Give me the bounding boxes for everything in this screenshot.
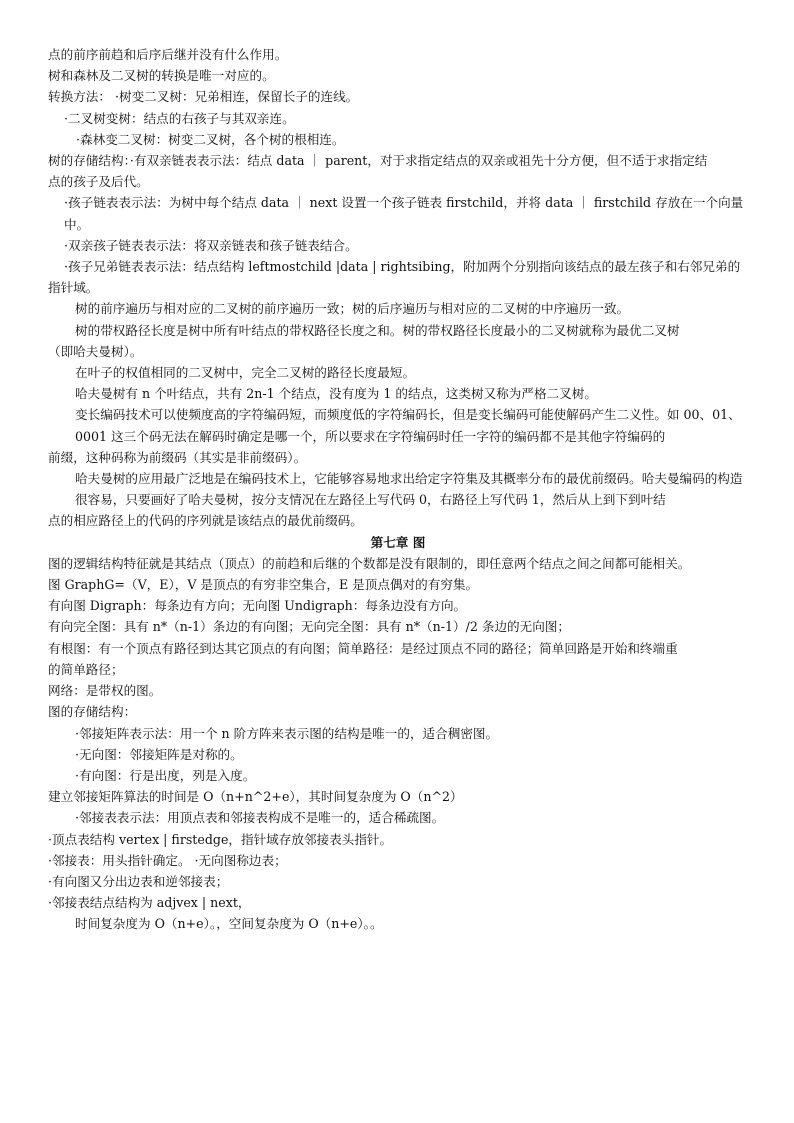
chapter-heading: 第七章 图 (370, 534, 426, 550)
text-line: 点的相应路径上的代码的序列就是该结点的最优前缀码。 (48, 513, 363, 529)
text-line: （即哈夫曼树）。 (48, 343, 143, 359)
text-line: ·孩子链表表示法：为树中每个结点 data ｜ next 设置一个孩子链表 firstchild，并将 data ｜ firstchild 存放在一个向量中。 (64, 195, 744, 232)
text-line: 前缀，这种码称为前缀码（其实是非前缀码）。 (48, 449, 307, 465)
text-line: ·二叉树变树：结点的右孩子与其双亲连。 (64, 110, 295, 126)
text-line: 建立邻接矩阵算法的时间是 O（n+n^2+e），其时间复杂度为 O（n^2） (48, 789, 463, 805)
text-line: 转换方法： ·树变二叉树：兄弟相连，保留长子的连线。 (48, 89, 359, 105)
text-line: ·孩子兄弟链表表示法：结点结构 leftmostchild |data | rightsibing，附加两个分别指向该结点的最左孩子和右邻兄弟的 (64, 259, 741, 275)
text-line: 点的前序前趋和后序后继并没有什么作用。 (48, 47, 288, 62)
text-line: 的简单路径； (48, 661, 124, 677)
text-line: 树的带权路径长度是树中所有叶结点的带权路径长度之和。树的带权路径长度最小的二叉树就称为最优二叉树 (75, 322, 680, 338)
text-line: 树的存储结构：·有双亲链表表示法：结点 data ｜ parent，对于求指定结点的双亲或祖先十分方便，但不适于求指定结 (48, 153, 708, 169)
text-line: ·有向图：行是出度，列是入度。 (75, 767, 256, 783)
text-line: 哈夫曼树有 n 个叶结点，共有 2n-1 个结点，没有度为 1 的结点，这类树又称为严格二叉树。 (75, 386, 597, 402)
text-line: ·邻接表结点结构为 adjvex | next， (48, 895, 251, 911)
text-line: ·邻接表：用头指针确定。 ·无向图称边表； (48, 852, 287, 868)
text-line: 图 GraphG=（V，E），V 是顶点的有穷非空集合，E 是顶点偶对的有穷集。 (48, 577, 479, 593)
text-line: 变长编码技术可以使频度高的字符编码短，而频度低的字符编码长，但是变长编码可能使解码产生二义性。如 00、01、0001 这三个码无法在解码时确定是哪一个，所以要求在字符编码时任一字符的编码都不是其他字符编码的 (75, 407, 741, 444)
text-line: 树和森林及二叉树的转换是唯一对应的。 (48, 68, 275, 84)
text-line: ·邻接表表示法：用顶点表和邻接表构成不是唯一的，适合稀疏图。 (75, 810, 445, 826)
document-page (48, 44, 748, 935)
text-line: ·有向图又分出边表和逆邻接表； (48, 873, 229, 889)
text-line: 树的前序遍历与相对应的二叉树的前序遍历一致；树的后序遍历与相对应的二叉树的中序遍历一致。 (75, 301, 630, 317)
text-line: ·森林变二叉树：树变二叉树，各个树的根相连。 (76, 131, 345, 147)
text-line: ·无向图：邻接矩阵是对称的。 (75, 746, 243, 762)
text-line: 图的存储结构： (48, 704, 137, 720)
text-line: 网络：是带权的图。 (48, 683, 162, 699)
text-line: 时间复杂度为 O（n+e）。，空间复杂度为 O（n+e）。。 (75, 916, 383, 932)
text-line: ·双亲孩子链表表示法：将双亲链表和孩子链表结合。 (64, 237, 358, 253)
text-line: ·邻接矩阵表示法：用一个 n 阶方阵来表示图的结构是唯一的，适合稠密图。 (75, 725, 499, 741)
text-line: 在叶子的权值相同的二叉树中，完全二叉树的路径长度最短。 (75, 365, 416, 381)
text-line: ·顶点表结构 vertex | firstedge，指针域存放邻接表头指针。 (48, 831, 393, 847)
text-line: 哈夫曼树的应用最广泛地是在编码技术上，它能够容易地求出给定字符集及其概率分布的最优前缀码。哈夫曼编码的构造很容易，只要画好了哈夫曼树，按分支情况在左路径上写代码 0，右路径上写代码 1，然后从上到下到叶结 (75, 471, 743, 508)
text-line: 图的逻辑结构特征就是其结点（顶点）的前趋和后继的个数都是没有限制的，即任意两个结点之间之间都可能相关。 (48, 555, 691, 571)
text-line: 指针域。 (48, 280, 99, 296)
text-line: 点的孩子及后代。 (48, 174, 149, 190)
text-line: 有向完全图：具有 n*（n-1）条边的有向图；无向完全图：具有 n*（n-1）/2 条边的无向图； (48, 619, 571, 635)
text-line: 有向图 Digraph：每条边有方向；无向图 Undigraph：每条边没有方向。 (48, 598, 467, 614)
text-line: 有根图：有一个顶点有路径到达其它顶点的有向图；简单路径：是经过顶点不同的路径；简单回路是开始和终端重 (48, 640, 678, 656)
